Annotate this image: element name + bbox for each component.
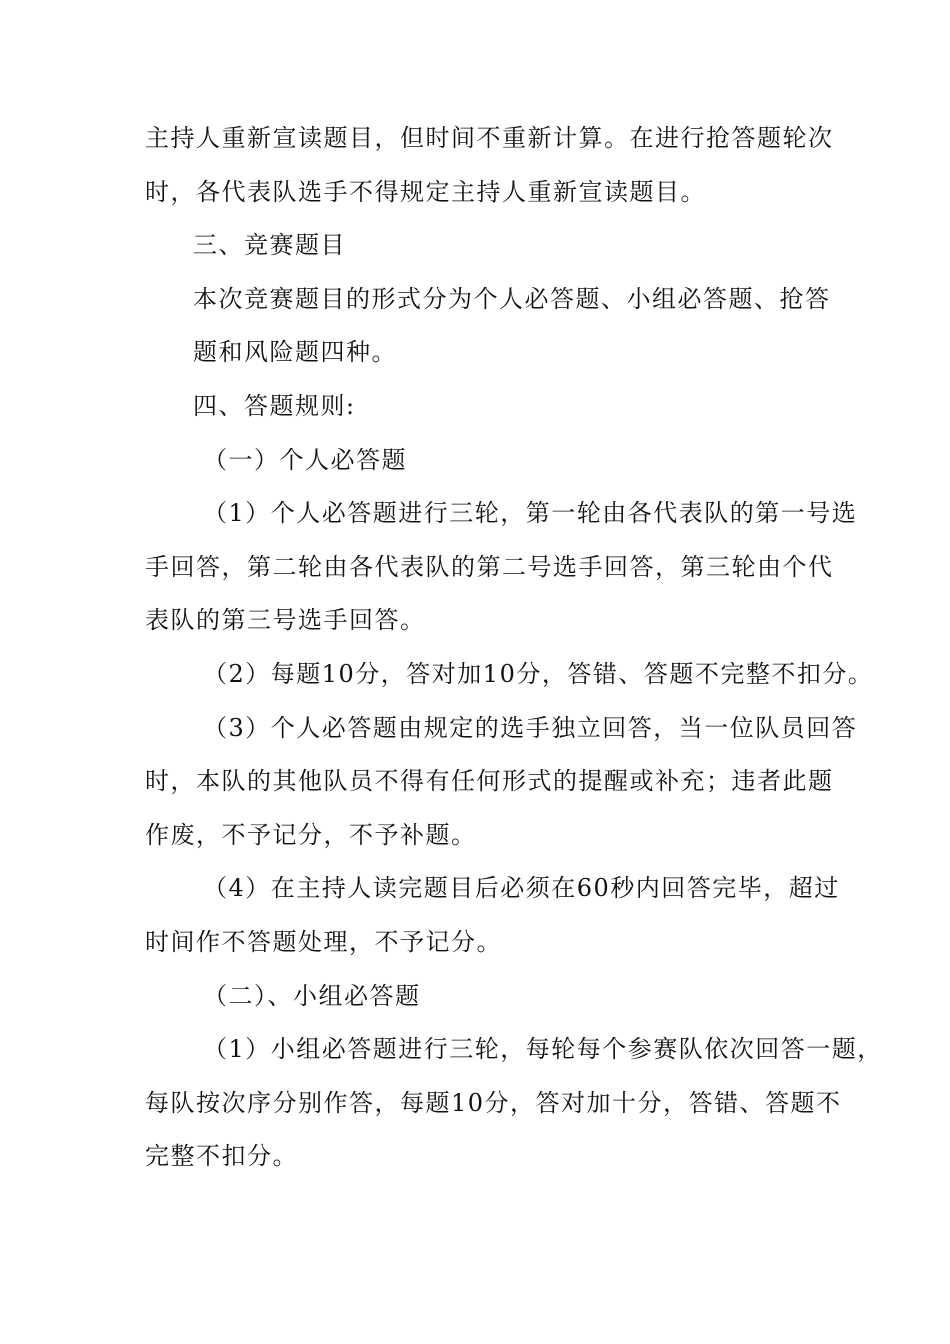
- heading-text: 三、竞赛题目: [193, 231, 346, 260]
- rule-item-3: [145, 702, 858, 863]
- text-line: （3）个人必答题由规定的选手独立回答，当一位队员回答: [203, 713, 858, 742]
- text-line: 题和风险题四种。: [193, 338, 397, 367]
- group-rule-item-1: [145, 1023, 883, 1184]
- text-line: 时间作不答题处理，不予记分。: [145, 927, 502, 956]
- text-line: 本次竞赛题目的形式分为个人必答题、小组必答题、抢答: [193, 284, 831, 313]
- document-body: [145, 112, 883, 1184]
- text-line: 手回答，第二轮由各代表队的第二号选手回答，第三轮由个代: [145, 552, 834, 581]
- text-line: 作废，不予记分，不予补题。: [145, 820, 477, 849]
- heading-text: （一）个人必答题: [203, 445, 407, 474]
- subheading-individual-required: [145, 434, 817, 488]
- text-line: 完整不扣分。: [145, 1142, 298, 1171]
- heading-text: 四、答题规则:: [193, 391, 356, 420]
- paragraph-host-rereading: [145, 112, 834, 219]
- rule-item-1: [145, 487, 858, 648]
- rule-item-4: [145, 862, 840, 969]
- text-line: （4）在主持人读完题目后必须在60秒内回答完毕，超过: [203, 874, 840, 903]
- rule-item-2: [145, 648, 874, 702]
- text-line: 时，各代表队选手不得规定主持人重新宣读题目。: [145, 177, 706, 206]
- heading-text: （二）、小组必答题: [203, 981, 421, 1010]
- text-line: 时，本队的其他队员不得有任何形式的提醒或补充；违者此题: [145, 767, 834, 796]
- text-line: （2）每题10分，答对加10分，答错、答题不完整不扣分。: [203, 659, 874, 688]
- text-line: 主持人重新宣读题目，但时间不重新计算。在进行抢答题轮次: [145, 124, 834, 152]
- text-line: （1）小组必答题进行三轮，每轮每个参赛队依次回答一题，: [203, 1035, 883, 1064]
- text-line: （1）个人必答题进行三轮，第一轮由各代表队的第一号选: [203, 499, 858, 528]
- section-heading-competition-questions: [145, 219, 817, 273]
- subheading-group-required: [145, 970, 817, 1024]
- text-line: 表队的第三号选手回答。: [145, 606, 426, 635]
- paragraph-question-types: [145, 273, 831, 380]
- section-heading-answer-rules: [145, 380, 817, 434]
- text-line: 每队按次序分别作答，每题10分，答对加十分，答错、答题不: [145, 1088, 842, 1117]
